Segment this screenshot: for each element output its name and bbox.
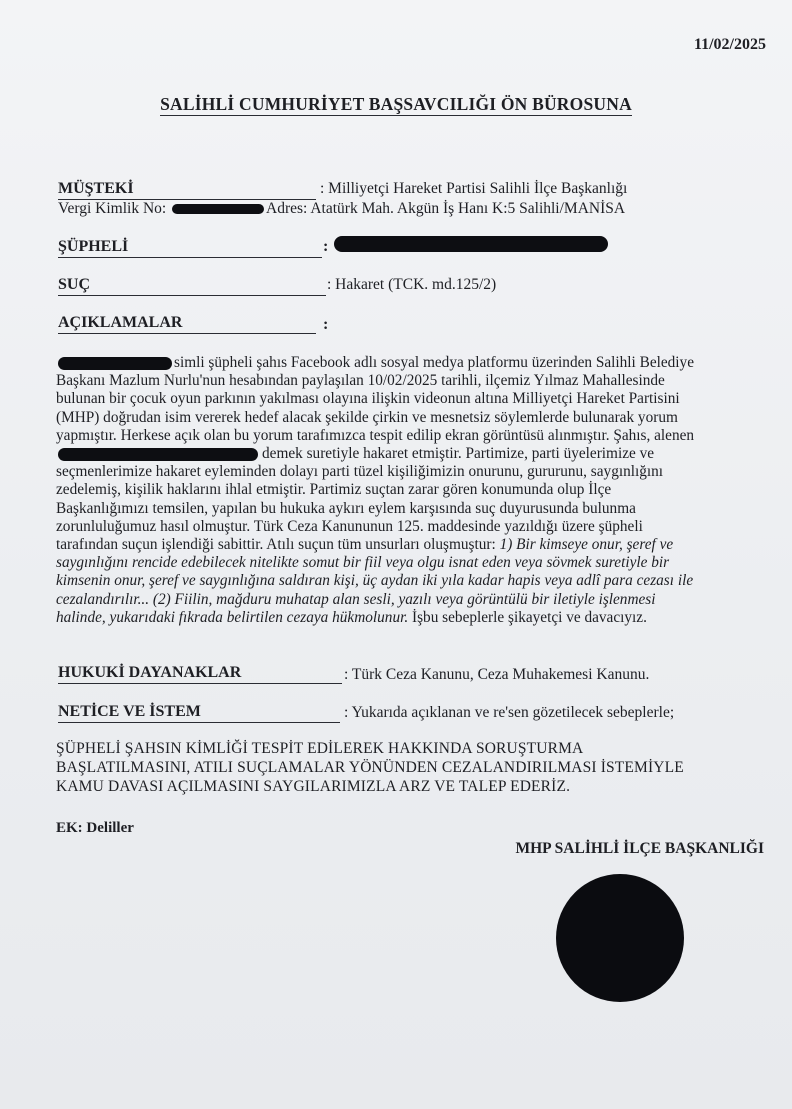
redacted-suspect-name-inline xyxy=(58,357,172,370)
request-label: NETİCE VE İSTEM xyxy=(58,703,340,723)
law-quote: 1) Bir kimseye onur, şeref ve xyxy=(495,536,674,554)
law-quote: saygınlığını rencide edebilecek nitelikte somut bir fiil veya olgu isnat eden veya sövmek suretiyle bir xyxy=(56,554,670,572)
request-line: KAMU DAVASI AÇILMASINI SAYGILARIMIZLA ARZ VE TALEP EDERİZ. xyxy=(56,778,571,795)
request-statement xyxy=(56,739,776,796)
signatory: MHP SALİHLİ İLÇE BAŞKANLIĞI xyxy=(515,840,764,857)
body-line: simli şüpheli şahıs Facebook adlı sosyal medya platformu üzerinden Salihli Belediye xyxy=(174,354,694,371)
complainant-address: Adres: Atatürk Mah. Akgün İş Hanı K:5 Salihli/MANİSA xyxy=(266,200,626,217)
explanations-colon: : xyxy=(323,316,329,333)
redacted-stamp-signature xyxy=(556,874,684,1002)
legal-basis-value: : Türk Ceza Kanunu, Ceza Muhakemesi Kanunu. xyxy=(344,666,650,683)
crime-value: : Hakaret (TCK. md.125/2) xyxy=(327,276,497,293)
law-quote-line xyxy=(56,554,756,572)
redacted-quoted-insult xyxy=(58,448,258,461)
complainant-label: MÜŞTEKİ xyxy=(58,180,316,200)
law-quote-line xyxy=(56,572,756,590)
law-quote-line xyxy=(56,591,756,609)
body-line xyxy=(56,609,756,627)
crime-label: SUÇ xyxy=(58,276,326,296)
redacted-tax-id xyxy=(172,204,264,214)
body-line-text: İşbu sebeplerle şikayetçi ve davacıyız. xyxy=(408,608,647,626)
body-line: zorunluluğumuz hasıl olmuştur. Türk Ceza Kanununun 125. maddesinde yazıldığı üzere şüpheli xyxy=(56,517,643,535)
law-quote: cezalandırılır... (2) Fiilin, mağduru muhatap alan sesli, yazılı veya görüntülü bir iletiyle işlenmesi xyxy=(56,590,656,608)
body-line: yapmıştır. Herkese açık olan bu yorum tarafımızca tespit edilip ekran görüntüsü alınmıştır. Şahıs, alenen xyxy=(56,426,695,444)
complainant-value: : Milliyetçi Hareket Partisi Salihli İlçe Başkanlığı xyxy=(320,180,628,197)
request-value: : Yukarıda açıklanan ve re'sen gözetilecek sebeplerle; xyxy=(344,704,675,721)
body-line: demek suretiyle hakaret etmiştir. Partimize, parti üyelerimize ve xyxy=(262,445,655,463)
body-line-text: tarafından suçun işlendiği sabittir. Atılı suçun tüm unsurları oluşmuştur: xyxy=(56,536,496,554)
addressee-heading: SALİHLİ CUMHURİYET BAŞSAVCILIĞI ÖN BÜROSUNA xyxy=(160,94,632,114)
redacted-suspect-name xyxy=(334,236,608,252)
suspect-colon: : xyxy=(323,238,329,255)
legal-basis-label: HUKUKİ DAYANAKLAR xyxy=(58,664,342,684)
body-line: Başkanlığımızı temsilen, yapılan bu hukuka aykırı eylem karşısında suç duyurusunda bulunma xyxy=(56,499,636,517)
body-line: seçmenlerimize hakaret eyleminden dolayı parti tüzel kişiliğimizin onurunu, gururunu, saygınlığını xyxy=(56,463,664,481)
explanation-paragraph xyxy=(56,354,756,627)
tax-id-label: Vergi Kimlik No: xyxy=(58,200,167,217)
explanations-label: AÇIKLAMALAR xyxy=(58,314,316,334)
suspect-label: ŞÜPHELİ xyxy=(58,238,322,258)
law-quote: kimsenin onur, şeref ve saygınlığına saldıran kişi, üç aydan iki yıla kadar hapis veya adlî para cezası ile xyxy=(56,572,694,590)
request-line: BAŞLATILMASINI, ATILI SUÇLAMALAR YÖNÜNDEN CEZALANDIRILMASI İSTEMİYLE xyxy=(56,759,684,776)
law-quote: halinde, yukarıdaki fıkrada belirtilen cezaya hükmolunur. xyxy=(56,608,409,626)
body-line: zedelemiş, kişilik haklarını ihlal etmiştir. Partimiz suçtan zarar gören konumunda olup İlçe xyxy=(56,481,612,499)
body-line: (MHP) doğrudan isim vererek hedef alacak şekilde çirkin ve mesnetsiz söylemlerde bulunarak yorum xyxy=(56,408,678,426)
body-line: bulunan bir çocuk oyun parkının yakılması olayına ilişkin videonun altına Milliyetçi Hareket Partisini xyxy=(56,390,680,408)
document-date: 11/02/2025 xyxy=(693,36,766,53)
body-line xyxy=(56,536,756,554)
document-title xyxy=(0,94,792,115)
request-line: ŞÜPHELİ ŞAHSIN KİMLİĞİ TESPİT EDİLEREK HAKKINDA SORUŞTURMA xyxy=(56,740,584,757)
body-line: Başkanı Mazlum Nurlu'nun hesabından paylaşılan 10/02/2025 tarihli, ilçemiz Yılmaz Mahallesinde xyxy=(56,372,665,390)
attachments-note: EK: Deliller xyxy=(56,820,134,836)
